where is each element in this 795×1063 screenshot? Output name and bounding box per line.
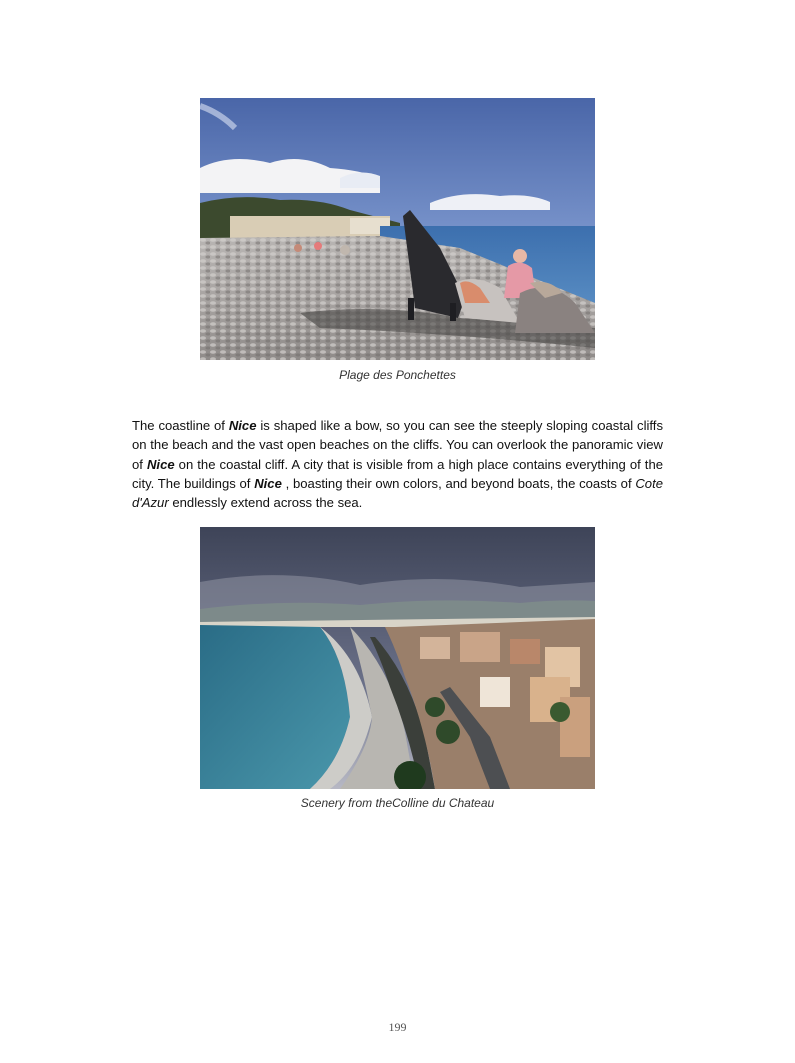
paragraph-text: endlessly extend across the sea.: [168, 495, 363, 511]
paragraph-text: The coastline of: [132, 418, 229, 433]
photo-caption-1: Plage des Ponchettes: [339, 368, 456, 382]
paragraph-emphasis: Nice: [228, 418, 257, 433]
paragraph-emphasis: Nice: [146, 456, 175, 472]
beach-photo: [200, 98, 595, 360]
beach-photo-illustration: [200, 98, 595, 360]
paragraph-emphasis: Nice: [254, 475, 282, 491]
aerial-bay-photo: [200, 527, 595, 789]
paragraph-text: is shaped like a bow, so you can see the steeply sloping coastal cliffs on the beach and the vast open beaches on the cliffs. You can overlook the panoramic view of: [132, 418, 663, 472]
paragraph-text: , boasting their own colors, and beyond boats, the coasts of: [281, 475, 636, 491]
paragraph-italic: Cote d'Azur: [132, 475, 663, 511]
aerial-bay-photo-illustration: [200, 527, 595, 789]
paragraph-text: on the coastal cliff. A city that is visible from a high place contains everything of the city. The buildings of: [132, 456, 664, 491]
photo-caption-2: Scenery from theColline du Chateau: [300, 796, 495, 810]
body-paragraph: [132, 416, 663, 512]
page-number: 199: [388, 1020, 407, 1034]
